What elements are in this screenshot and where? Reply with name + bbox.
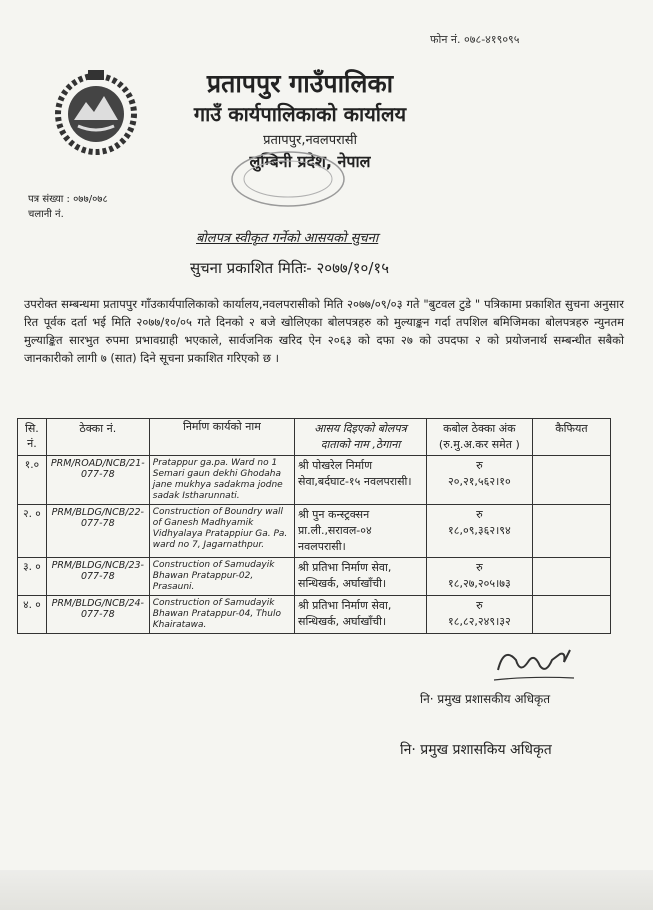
government-emblem-icon	[52, 68, 140, 156]
work-name-cell: Construction of Samudayik Bhawan Pratappur-04, Thulo Khairatawa.	[149, 596, 294, 634]
remarks-cell	[532, 558, 610, 596]
bidder-cell: श्री प्रतिभा निर्माण सेवा, सन्धिखर्क, अर्घाखाँची।	[295, 558, 427, 596]
serial-cell: ३. ०	[18, 558, 47, 596]
table-header-row	[18, 419, 611, 456]
column-header: आसय दिइएको बोलपत्र दाताको नाम ,ठेगाना	[295, 419, 427, 456]
amount-value: १८,८२,२४९।३२	[448, 615, 511, 628]
reference-number: पत्र संख्या : ०७७/०७८	[28, 194, 108, 205]
phone-number: फोन नं. ०७८-४१९०९५	[430, 33, 520, 46]
remarks-cell	[532, 505, 610, 558]
notice-subject: बोलपत्र स्वीकृत गर्नेको आसयको सुचना	[196, 231, 379, 246]
contract-code-cell: PRM/BLDG/NCB/24-077-78	[46, 596, 149, 634]
column-header: सि. नं.	[18, 419, 47, 456]
bid-table	[17, 418, 611, 634]
contract-code-cell: PRM/ROAD/NCB/21-077-78	[46, 456, 149, 505]
serial-cell: २. ०	[18, 505, 47, 558]
reference-block	[28, 192, 108, 222]
column-header: कैफियत	[532, 419, 610, 456]
dispatch-number: चलानी नं.	[28, 209, 64, 220]
column-header: निर्माण कार्यको नाम	[149, 419, 294, 456]
bidder-cell: श्री पोखरेल निर्माण सेवा,बर्दघाट-१५ नवलपरासी।	[295, 456, 427, 505]
amount-value: १८,०९,३६२।९४	[448, 524, 511, 537]
publication-date: सुचना प्रकाशित मितिः- २०७७/१०/१५	[190, 259, 389, 277]
bidder-cell: श्री पुन कन्स्ट्रक्सन प्रा.ली.,सरावल-०४ नवलपरासी।	[295, 505, 427, 558]
table-row	[18, 596, 611, 634]
column-header: कबोल ठेक्का अंक (रु.मु.अ.कर समेत )	[426, 419, 532, 456]
remarks-cell	[532, 596, 610, 634]
province-name: लुम्बिनी प्रदेश, नेपाल	[249, 152, 371, 171]
office-address: प्रतापपुर,नवलपरासी	[263, 133, 357, 148]
notice-body: उपरोक्त सम्बन्धमा प्रतापपुर गाँउकार्यपालिकाको कार्यालय,नवलपरासीको मिति २०७७/०९/०३ गते "बुटवल टुडे " पत्रिकामा प्रकाशित सुचना अनुसार रित पूर्वक दर्ता भई मिति २०७७/१०/०५ गते दिनको २ बजे खोलिएका बोलपत्रहरु को मुल्याङ्कन गर्दा तपशिल बमिजिमका बोलपत्रहरु न्युनतम मुल्याङ्कित सारभुत रुपमा प्रभावग्राही भएकाले, सार्वजनिक खरिद ऐन २०६३ को दफा २७ को उपदफा २ को प्रयोजनार्थ सम्बन्धीत सबैको जानकारीको लागी ७ (सात) दिने सूचना प्रकाशित गरिएको छ ।	[24, 297, 624, 365]
office-name: गाउँ कार्यपालिकाको कार्यालय	[193, 102, 407, 126]
signatory-stamp: नि· प्रमुख प्रशासकिय अधिकृत	[400, 742, 552, 758]
remarks-cell	[532, 456, 610, 505]
municipality-name: प्रतापपुर गाउँपालिका	[206, 69, 394, 98]
serial-cell: १.०	[18, 456, 47, 505]
contract-code-cell: PRM/BLDG/NCB/23-077-78	[46, 558, 149, 596]
amount-value: १८,२७,२०५।७३	[448, 577, 511, 590]
work-name-cell: Construction of Boundry wall of Ganesh Madhyamik Vidhyalaya Pratappiur Ga. Pa. ward no 7, Jagarnathpur.	[149, 505, 294, 558]
amount-cell	[426, 456, 532, 505]
currency-label: रु	[476, 561, 483, 574]
contract-code-cell: PRM/BLDG/NCB/22-077-78	[46, 505, 149, 558]
amount-cell	[426, 505, 532, 558]
serial-cell: ४. ०	[18, 596, 47, 634]
amount-cell	[426, 596, 532, 634]
work-name-cell: Construction of Samudayik Bhawan Pratappur-02, Prasauni.	[149, 558, 294, 596]
column-header: ठेक्का नं.	[46, 419, 149, 456]
paper-bottom-edge	[0, 870, 653, 910]
currency-label: रु	[476, 459, 483, 472]
amount-value: २०,२१,५६२।१०	[448, 475, 511, 488]
table-row	[18, 558, 611, 596]
table-row	[18, 505, 611, 558]
amount-cell	[426, 558, 532, 596]
work-name-cell: Pratappur ga.pa. Ward no 1 Semari gaun dekhi Ghodaha jane mukhya sadakma jodne sadak Istharunnati.	[149, 456, 294, 505]
handwritten-signature-icon	[490, 640, 580, 688]
currency-label: रु	[476, 508, 483, 521]
signatory-title: नि· प्रमुख प्रशासकीय अधिकृत	[420, 692, 551, 706]
currency-label: रु	[476, 599, 483, 612]
table-row	[18, 456, 611, 505]
bidder-cell: श्री प्रतिभा निर्माण सेवा, सन्धिखर्क, अर्घाखाँची।	[295, 596, 427, 634]
office-stamp-icon	[228, 148, 348, 210]
